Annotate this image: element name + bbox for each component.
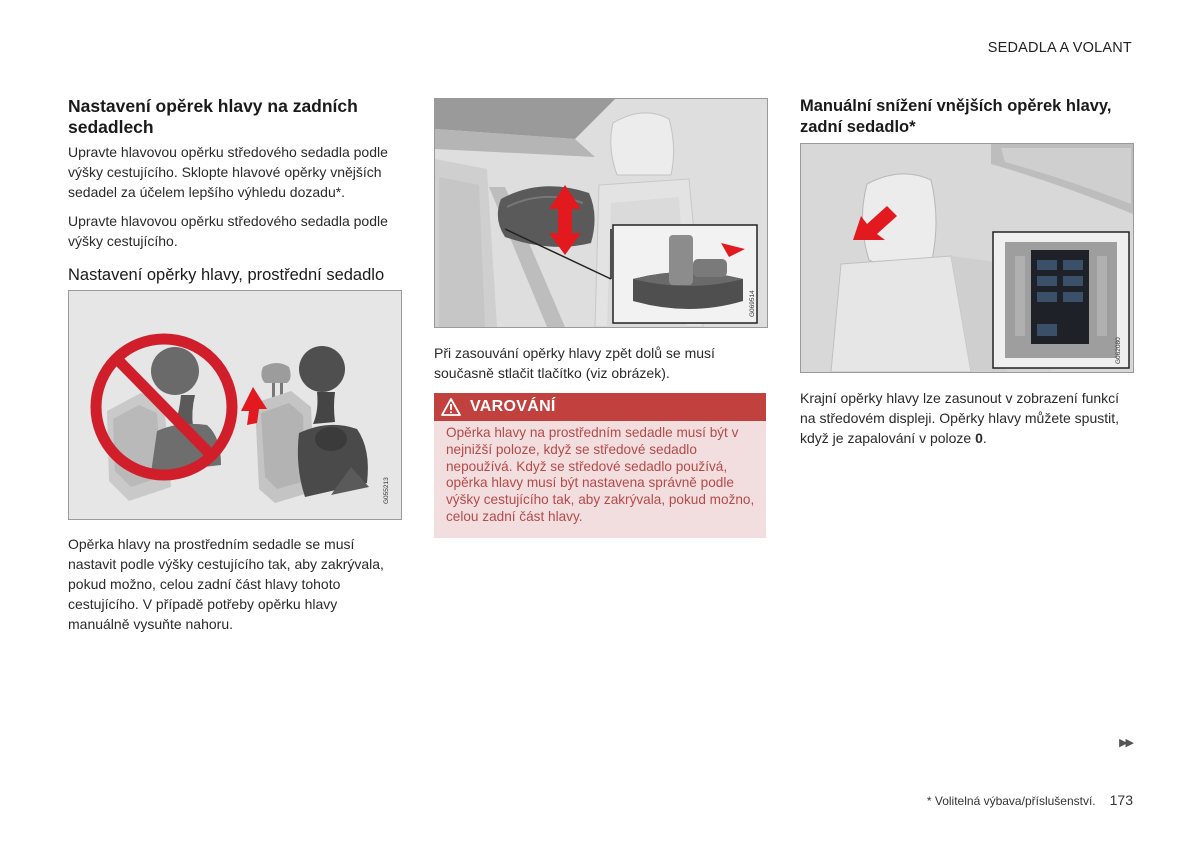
page-footer — [927, 792, 1133, 808]
column-left — [68, 96, 402, 634]
paragraph-intro: Upravte hlavovou opěrku středového sedadla podle výšky cestujícího. Sklopte hlavové opěrky vnějších sedadel za účelem lepšího výhledu dozadu*. — [68, 144, 388, 200]
figure-outer-headrests-display — [800, 143, 1134, 373]
figure-middle-seat-headrest — [68, 290, 402, 520]
column-middle — [434, 96, 768, 538]
subheading-middle-seat: Nastavení opěrky hlavy, prostřední sedadlo — [68, 266, 385, 284]
figure-code: G062080 — [1115, 337, 1122, 364]
heading-manual-lowering: Manuální snížení vnějších opěrek hlavy, zadní sedadlo* — [800, 97, 1112, 136]
headrest-button-illustration — [435, 99, 767, 327]
page-number: 173 — [1109, 792, 1133, 808]
middle-seat-illustration — [69, 291, 401, 519]
warning-box — [434, 393, 766, 538]
caption-text: Krajní opěrky hlavy lze zasunout v zobrazení funkcí na středovém displeji. Opěrky hlavy můžete spustit, když je zapalování v poloze — [800, 390, 1120, 446]
outer-headrests-illustration — [801, 144, 1133, 372]
paragraph-adjust: Upravte hlavovou opěrku středového sedadla podle výšky cestujícího. — [68, 213, 388, 249]
caption-headrest-button: Při zasouvání opěrky hlavy zpět dolů se musí současně stlačit tlačítko (viz obrázek). — [434, 345, 715, 381]
figure-code: G055213 — [383, 477, 390, 504]
caption-outer-headrests — [800, 388, 1134, 448]
footnote: * Volitelná výbava/příslušenství. — [926, 794, 1096, 808]
caption-middle-seat: Opěrka hlavy na prostředním sedadle se musí nastavit podle výšky cestujícího tak, aby zakrývala, pokud možno, celou zadní část hlavy tohoto cestujícího. V případě potřeby opěrku hlavy manuálně vysuňte nahoru. — [68, 536, 384, 632]
warning-header — [434, 393, 766, 421]
warning-text: Opěrka hlavy na prostředním sedadle musí být v nejnižší poloze, když se středové sedadlo nepoužívá. Když se středové sedadlo používá, opěrka hlavy musí být nastavena správně podle výšky cestujícího tak, aby zakrývala, pokud možno, celou zadní část hlavy. — [446, 425, 755, 524]
column-right — [800, 96, 1134, 448]
warning-triangle-icon — [441, 398, 461, 416]
caption-end: . — [982, 430, 987, 446]
double-triangle-right-icon: ▶▶ — [1119, 737, 1132, 749]
section-title: SEDADLA A VOLANT — [987, 40, 1132, 56]
ignition-position: 0 — [975, 430, 983, 446]
figure-headrest-release-button — [434, 98, 768, 328]
warning-title: VAROVÁNÍ — [470, 398, 556, 415]
figure-code: G069514 — [749, 290, 756, 317]
heading-rear-headrests: Nastavení opěrek hlavy na zadních sedadlech — [68, 96, 358, 137]
